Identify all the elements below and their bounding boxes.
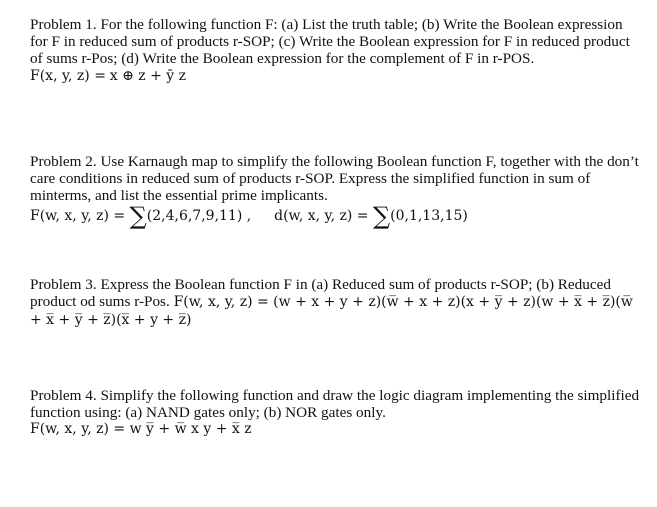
problem-2 (30, 153, 644, 230)
problem-2-math-line (30, 202, 644, 230)
problem-1-function-rhs: x ⊕ z + ȳ z (109, 68, 187, 84)
problem-2-d-terms: (0,1,13,15) (390, 208, 468, 224)
problem-1-function-lhs: F(x, y, z) = (30, 68, 106, 84)
problem-2-separator: , (246, 208, 252, 224)
problem-1-text: Problem 1. For the following function F: (a) List the truth table; (b) Write the Boolean expression for F in reduced sum of products r-SOP; (c) Write the Boolean expression for F in reduced product of sums r-Pos; (d) Write the Boolean expression for the complement of F in r-POS. (30, 16, 630, 67)
problem-3-text: Problem 3. Express the Boolean function F in (a) Reduced sum of products r-SOP; (b) Reduced product od sums r-Pos. (30, 276, 611, 310)
problem-2-f-terms: (2,4,6,7,9,11) (146, 208, 243, 224)
problem-2-d-sigma: ∑ (372, 202, 391, 230)
problem-3-function: F(w, x, y, z) = (w + x + y + z)(w̅ + x + z)(x + y̅ + z)(w + x̅ + z̅)(w̅ + x̅ + y̅ + z̅)(x̅ + y + z̅) (30, 294, 633, 328)
problem-3 (30, 276, 644, 329)
problem-4-text: Problem 4. Simplify the following function and draw the logic diagram implementing the simplified function using: (a) NAND gates only; (b) NOR gates only. (30, 387, 640, 421)
problem-2-text: Problem 2. Use Karnaugh map to simplify the following Boolean function F, together with the don’t care conditions in reduced sum of products r-SOP. Express the simplified function in sum of minterms, and list the essential prime implicants. (30, 153, 639, 204)
problem-2-d-lhs: d(w, x, y, z) = (274, 208, 369, 224)
problem-4 (30, 387, 644, 438)
problem-2-f-lhs: F(w, x, y, z) = (30, 208, 126, 224)
problem-1 (30, 16, 644, 85)
problem-4-function: F(w, x, y, z) = w y̅ + w̅ x y + x̅ z (30, 421, 252, 437)
problem-2-f-sigma: ∑ (129, 202, 147, 230)
